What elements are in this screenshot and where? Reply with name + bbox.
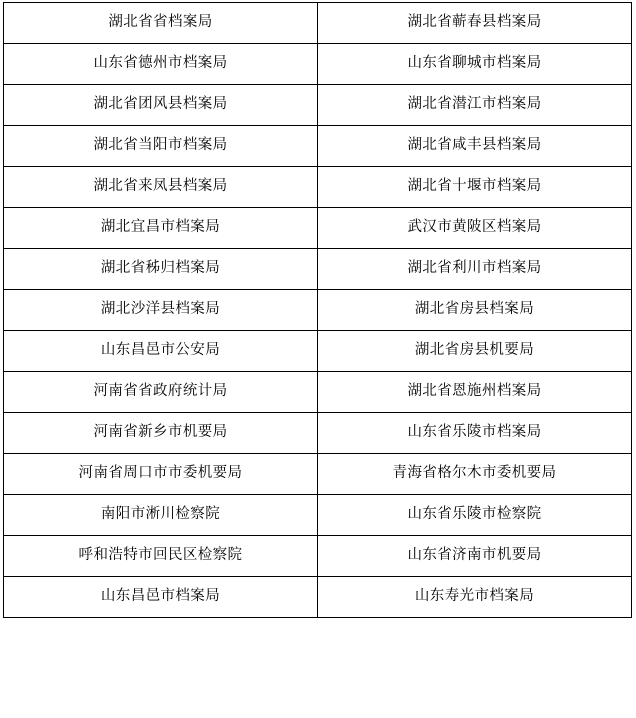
- table-cell: 山东省济南市机要局: [318, 536, 632, 577]
- table-row: [4, 44, 632, 85]
- table-cell: 湖北省恩施州档案局: [318, 372, 632, 413]
- table-row: [4, 167, 632, 208]
- table-cell: 湖北沙洋县档案局: [4, 290, 318, 331]
- table-cell: 湖北省蕲春县档案局: [318, 3, 632, 44]
- table-cell: 河南省周口市市委机要局: [4, 454, 318, 495]
- table-cell: 山东寿光市档案局: [318, 577, 632, 618]
- table-row: [4, 249, 632, 290]
- table-cell: 河南省新乡市机要局: [4, 413, 318, 454]
- table-body: [4, 3, 632, 618]
- table-cell: 青海省格尔木市委机要局: [318, 454, 632, 495]
- table-row: [4, 331, 632, 372]
- table-cell: 湖北省潜江市档案局: [318, 85, 632, 126]
- table-cell: 南阳市淅川检察院: [4, 495, 318, 536]
- table-cell: 山东昌邑市档案局: [4, 577, 318, 618]
- table-row: [4, 208, 632, 249]
- table-row: [4, 577, 632, 618]
- table-cell: 湖北省当阳市档案局: [4, 126, 318, 167]
- organization-table: [3, 2, 632, 618]
- table-row: [4, 454, 632, 495]
- table-row: [4, 495, 632, 536]
- table-cell: 武汉市黄陂区档案局: [318, 208, 632, 249]
- table-row: [4, 536, 632, 577]
- table-cell: 呼和浩特市回民区检察院: [4, 536, 318, 577]
- table-cell: 河南省省政府统计局: [4, 372, 318, 413]
- table-cell: 湖北省房县机要局: [318, 331, 632, 372]
- table-cell: 湖北省来凤县档案局: [4, 167, 318, 208]
- table-cell: 湖北省秭归档案局: [4, 249, 318, 290]
- table-cell: 山东省乐陵市档案局: [318, 413, 632, 454]
- table-row: [4, 372, 632, 413]
- table-cell: 湖北省省档案局: [4, 3, 318, 44]
- table-cell: 湖北省团风县档案局: [4, 85, 318, 126]
- table-cell: 湖北省咸丰县档案局: [318, 126, 632, 167]
- table-row: [4, 3, 632, 44]
- table-row: [4, 126, 632, 167]
- table-cell: 湖北省利川市档案局: [318, 249, 632, 290]
- table-cell: 山东省乐陵市检察院: [318, 495, 632, 536]
- table-row: [4, 290, 632, 331]
- table-cell: 山东昌邑市公安局: [4, 331, 318, 372]
- table-row: [4, 413, 632, 454]
- document-page: [0, 2, 636, 718]
- table-cell: 山东省聊城市档案局: [318, 44, 632, 85]
- table-cell: 山东省德州市档案局: [4, 44, 318, 85]
- table-cell: 湖北省十堰市档案局: [318, 167, 632, 208]
- table-cell: 湖北省房县档案局: [318, 290, 632, 331]
- table-row: [4, 85, 632, 126]
- table-cell: 湖北宜昌市档案局: [4, 208, 318, 249]
